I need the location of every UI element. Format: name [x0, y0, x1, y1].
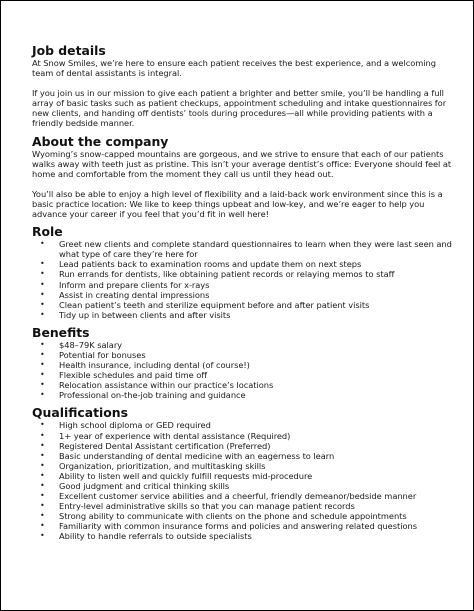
qualifications-list-item: • Good judgment and critical thinking skills — [32, 481, 452, 491]
benefits-list-item: • Professional on-the-job training and guidance — [32, 390, 452, 400]
about-section — [32, 135, 452, 220]
role-list-item: • Tidy up in between clients and after visits — [32, 310, 452, 320]
qualifications-list-item: • Basic understanding of dental medicine with an eagerness to learn — [32, 451, 452, 461]
qualifications-list-item: • Entry-level administrative skills so that you can manage patient records — [32, 501, 452, 511]
qualifications-list-item: • Registered Dental Assistant certification (Preferred) — [32, 441, 452, 451]
qualifications-list-item: • Organization, prioritization, and multitasking skills — [32, 461, 452, 471]
qualifications-list — [32, 420, 452, 541]
role-list-item: • Assist in creating dental impressions — [32, 290, 452, 300]
qualifications-list-item: • High school diploma or GED required — [32, 420, 452, 430]
document-content — [32, 44, 452, 542]
role-list — [32, 239, 452, 320]
section-heading-qualifications: Qualifications — [32, 405, 128, 421]
qualifications-list-item: • Excellent customer service abilities and a cheerful, friendly demeanor/bedside manner — [32, 491, 452, 501]
section-heading-role: Role — [32, 224, 63, 240]
role-list-item: • Inform and prepare clients for x-rays — [32, 280, 452, 290]
section-heading-benefits: Benefits — [32, 324, 90, 340]
benefits-list — [32, 340, 452, 401]
role-list-item: • Greet new clients and complete standard questionnaires to learn when they were last seen and what type of care they’re here for — [32, 239, 452, 259]
about-paragraph-2: You’ll also be able to enjoy a high level of flexibility and a laid-back work environment since this is a basic practice location: We like to keep things upbeat and low-key, and we’re eager to help you advance your career if you feel that you’d fit in well here! — [32, 188, 443, 220]
benefits-list-item: • $48–79K salary — [32, 340, 452, 350]
benefits-list-item: • Relocation assistance within our practice’s locations — [32, 380, 452, 390]
qualifications-section — [32, 406, 452, 541]
qualifications-list-item: • Familiarity with common insurance forms and policies and answering related questions — [32, 521, 452, 531]
role-section — [32, 225, 452, 320]
qualifications-list-item: • Ability to listen well and quickly fulfill requests mid-procedure — [32, 471, 452, 481]
section-heading-about: About the company — [32, 133, 169, 149]
job-details-description: If you join us in our mission to give each patient a brighter and better smile, you’ll be handling a full array of basic tasks such as patient checkups, appointment scheduling and intake questionnaires for new clients, and handing off dentists’ tools during procedures—all while providing patients with a friendly bedside manner. — [32, 88, 447, 129]
about-paragraph-1: Wyoming’s snow-capped mountains are gorgeous, and we strive to ensure that each of our patients walks away with teeth just as pristine. This isn’t your average dentist’s office: Everyone should feel at home and comfortable from the moment they call us until they head out. — [32, 148, 452, 179]
qualifications-list-item: • Strong ability to communicate with clients on the phone and schedule appointments — [32, 511, 452, 521]
role-list-item: • Clean patient’s teeth and sterilize equipment before and after patient visits — [32, 300, 452, 310]
benefits-list-item: • Health insurance, including dental (of course!) — [32, 360, 452, 370]
qualifications-list-item: • 1+ year of experience with dental assistance (Required) — [32, 431, 452, 441]
job-details-intro: At Snow Smiles, we’re here to ensure each patient receives the best experience, and a welcoming team of dental assistants is integral. — [32, 58, 436, 79]
qualifications-list-item: • Ability to handle referrals to outside specialists — [32, 531, 452, 541]
role-list-item: • Lead patients back to examination rooms and update them on next steps — [32, 259, 452, 269]
benefits-list-item: • Potential for bonuses — [32, 350, 452, 360]
benefits-section — [32, 326, 452, 401]
benefits-list-item: • Flexible schedules and paid time off — [32, 370, 452, 380]
section-heading-job-details: Job details — [32, 43, 106, 58]
job-details-section — [32, 44, 452, 129]
role-list-item: • Run errands for dentists, like obtaining patient records or relaying memos to staff — [32, 269, 452, 279]
